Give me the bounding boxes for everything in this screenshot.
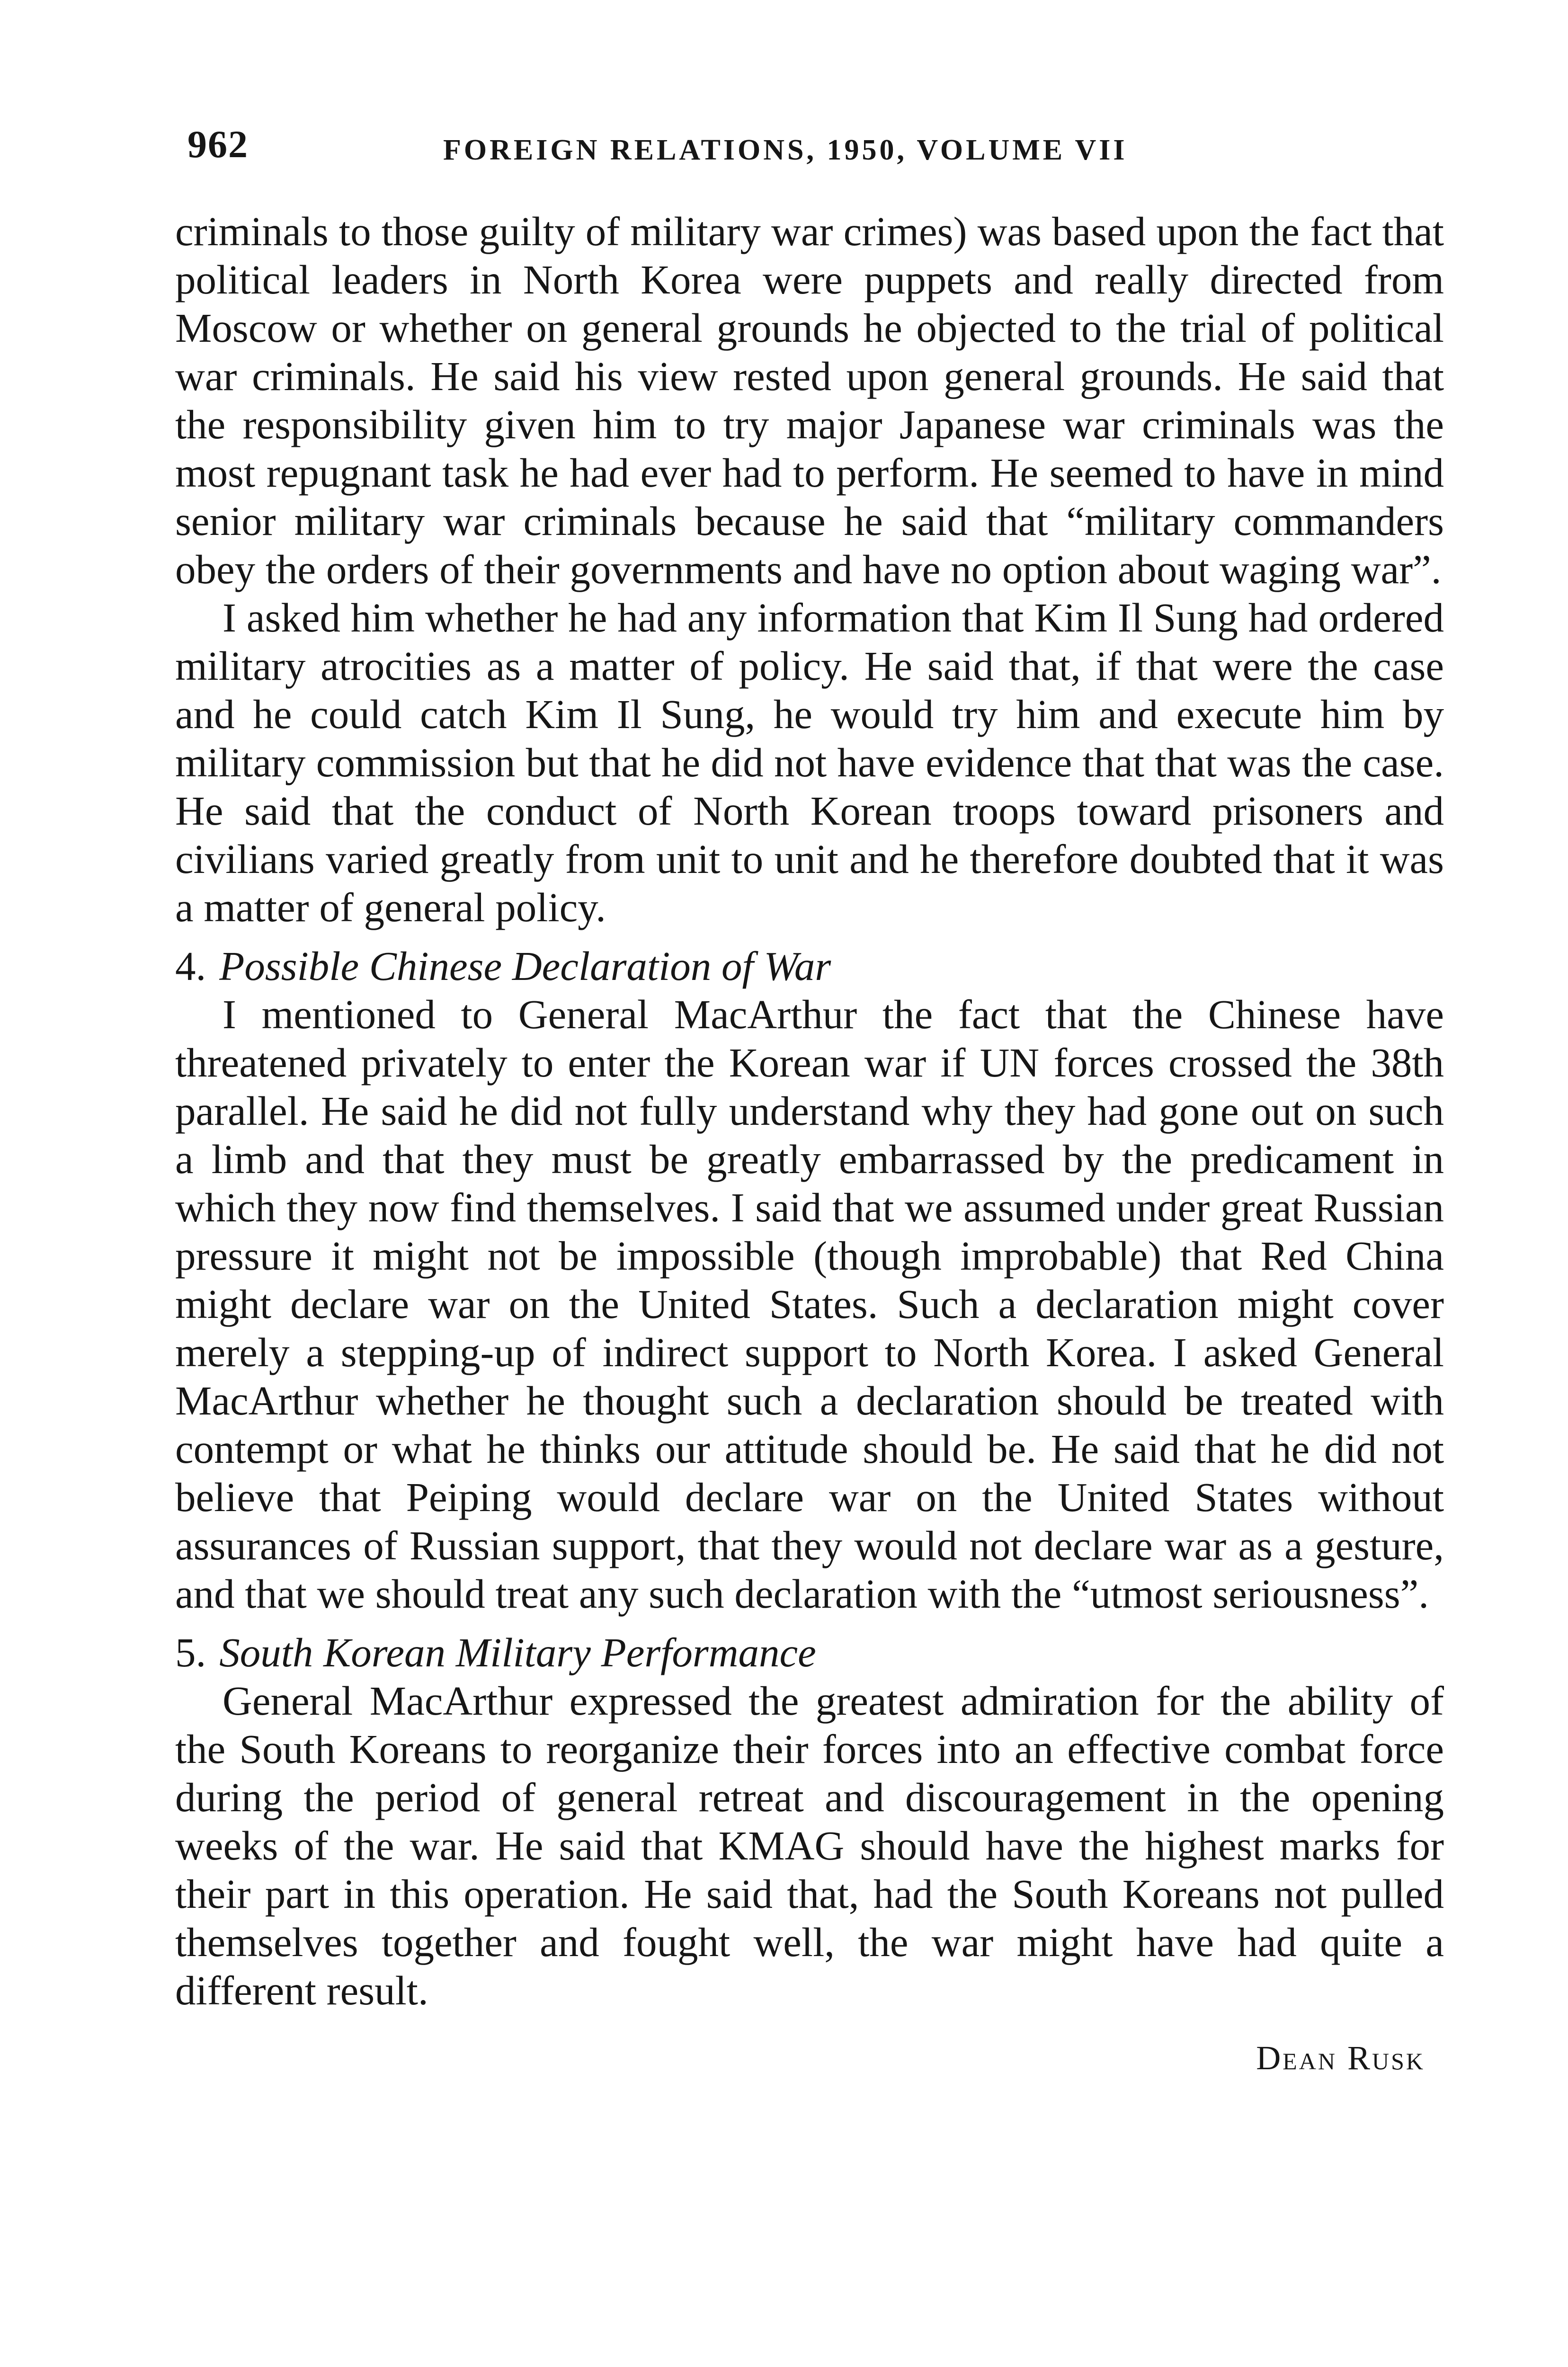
section-title: Possible Chinese Declaration of War <box>219 943 831 989</box>
paragraph-kim-il-sung: I asked him whether he had any information that Kim Il Sung had ordered military atrocities as a matter of policy. He said that, if that were the case and he could catch Kim Il Sung, he would try him and execute him by military commission but that he did not have evidence that that was the case. He said that the conduct of North Korean troops toward prisoners and civilians varied greatly from unit to unit and he therefore doubted that it was a matter of general policy. <box>175 595 1444 930</box>
body-text <box>175 207 1444 2082</box>
paragraph-chinese-declaration: I mentioned to General MacArthur the fact that the Chinese have threatened privately to enter the Korean war if UN forces crossed the 38th parallel. He said he did not fully understand why they had gone out on such a limb and that they must be greatly embarrassed by the predicament in which they now find themselves. I said that we assumed under great Russian pressure it might not be impossible (though improbable) that Red China might declare war on the United States. Such a declaration might cover merely a stepping-up of indirect support to North Korea. I asked General MacArthur whether he thought such a declaration should be treated with contempt or what he thinks our attitude should be. He said that he did not believe that Peiping would declare war on the United States without assurances of Russian support, that they would not declare war as a gesture, and that we should treat any such declaration with the “utmost seriousness”. <box>175 991 1444 1617</box>
paragraph-south-korean-performance: General MacArthur expressed the greatest admiration for the ability of the South Koreans to reorganize their forces into an effective combat force during the period of general retreat and discouragement in the opening weeks of the war. He said that KMAG should have the highest marks for their part in this operation. He said that, had the South Koreans not pulled themselves together and fought well, the war might have had quite a different result. <box>175 1678 1444 2013</box>
section-number: 5. <box>175 1629 206 1675</box>
page-number: 962 <box>187 123 249 166</box>
section-number: 4. <box>175 943 206 989</box>
section-title: South Korean Military Performance <box>219 1629 816 1675</box>
running-head: FOREIGN RELATIONS, 1950, VOLUME VII <box>443 134 1128 166</box>
section-heading-4 <box>175 942 1444 990</box>
signature: Dean Rusk <box>1256 2039 1425 2077</box>
paragraph-continued: criminals to those guilty of military war crimes) was based upon the fact that political leaders in North Korea were puppets and really directed from Moscow or whether on general grounds he objected to the trial of political war criminals. He said his view rested upon general grounds. He said that the responsibility given him to try major Japanese war criminals was the most repugnant task he had ever had to perform. He seemed to have in mind senior military war criminals because he said that “military commanders obey the orders of their governments and have no option about waging war”. <box>175 208 1444 592</box>
section-heading-5 <box>175 1628 1444 1677</box>
page-header <box>187 122 1210 174</box>
